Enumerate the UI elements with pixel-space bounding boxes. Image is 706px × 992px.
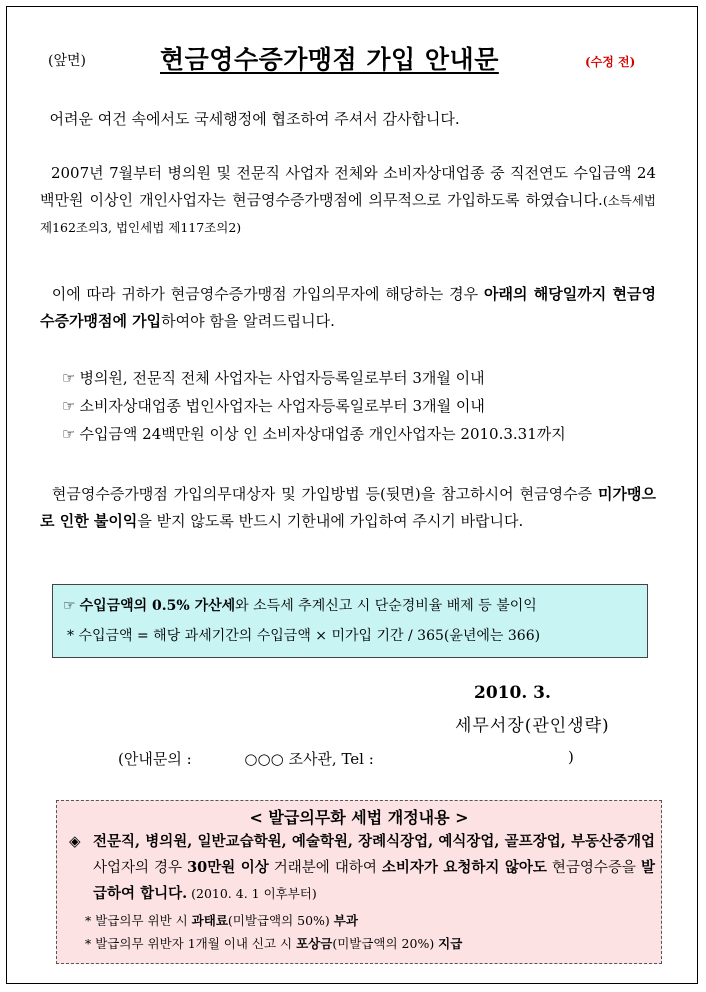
note-reward-keyword: 포상금 [296,936,333,951]
note-fine-rate: (미발급액의 50%) [227,913,334,928]
note-reward [85,932,462,955]
notice-business-types: 전문직, 병의원, 일반교습학원, 예술학원, 장례식장업, 예식장업, 골프장업, 부동산중개업 [93,833,655,850]
penalty-box [52,584,648,658]
inquiry-label: (안내문의 : [118,750,192,768]
document-title: 현금영수증가맹점 가입 안내문 [160,45,499,74]
deadline-emphasis: 아래의 해당일까지 현금영수증가맹점에 가입 [40,285,656,330]
diamond-bullet-icon: ◈ [69,832,81,850]
deadline-list [62,364,662,448]
list-item [62,420,662,448]
obligation-text: 2007년 7월부터 병의원 및 전문직 사업자 전체와 소비자상대업종 중 직전연도 수입금액 24백만원 이상인 개인사업자는 현금영수증가맹점에 의무적으로 가입하도록 하였습니다. [40,164,656,209]
notice-text-f: 현금영수증을 [546,860,641,876]
note-fine-action: 부과 [333,913,358,928]
reference-paragraph [40,481,656,535]
pointing-hand-icon: ☞ [62,425,76,443]
revision-tag: (수정 전) [585,55,636,69]
notice-notes [85,909,462,955]
notice-no-request: 소비자가 요청하지 않아도 [381,859,547,876]
reference-text-a: 현금영수증가맹점 가입의무대상자 및 가입방법 등(뒷면)을 참고하시어 현금영수증 [51,485,599,503]
pointing-hand-icon: ☞ [62,397,76,415]
greeting-paragraph [40,106,656,133]
inquiry-contact: ○○○ 조사관, Tel : [244,750,374,768]
greeting-text: 어려운 여건 속에서도 국세행정에 협조하여 주셔서 감사합니다. [49,110,460,128]
law-reference: (소득세법 제162조의3, 법인세법 제117조의2) [40,193,656,235]
list-item-text: 병의원, 전문직 전체 사업자는 사업자등록일로부터 3개월 이내 [79,369,485,387]
notice-text-b: 사업자의 경우 [93,860,188,876]
notice-must-issue: 발급하여 합니다. [93,859,655,902]
penalty-rate: 수입금액의 0.5% 가산세 [79,598,236,614]
notice-title: < 발급의무화 세법 개정내용 > [249,808,469,827]
deadline-text-a: 이에 따라 귀하가 현금영수증가맹점 가입의무자에 해당하는 경우 [51,285,484,303]
list-item-text: 소비자상대업종 법인사업자는 사업자등록일로부터 3개월 이내 [79,397,485,415]
note-reward-action: 지급 [438,936,463,951]
issuing-office: 세무서장(관인생략) [455,716,610,736]
inquiry-line [118,748,588,769]
notice-threshold: 30만원 이상 [187,859,269,876]
tax-law-notice-box [56,800,662,964]
notice-effective-date: (2010. 4. 1 이후부터) [187,886,317,901]
obligation-paragraph [40,160,656,241]
list-item [62,392,662,420]
note-fine [85,909,462,932]
reference-text-c: 을 받지 않도록 반드시 기한내에 가입하여 주시기 바랍니다. [137,512,524,530]
penalty-description: 와 소득세 추계신고 시 단순경비율 배제 등 불이익 [235,598,537,614]
issue-date: 2010. 3. [474,683,551,703]
note-reward-rate: (미발급액의 20%) [332,936,439,951]
notice-text-d: 거래분에 대하여 [268,860,382,876]
inquiry-close: ) [568,748,574,766]
list-item-text: 수입금액 24백만원 이상 인 소비자상대업종 개인사업자는 2010.3.31까지 [79,425,566,443]
penalty-line [63,591,637,621]
note-fine-text: * 발급의무 위반 시 [85,913,192,928]
penalty-formula: * 수입금액 = 해당 과세기간의 수입금액 × 미가입 기간 / 365(윤년에는 366) [67,628,541,644]
pointing-hand-icon: ☞ [62,369,76,387]
note-fine-keyword: 과태료 [191,913,228,928]
deadline-text-c: 하여야 함을 알려드립니다. [161,312,335,330]
note-reward-text: * 발급의무 위반자 1개월 이내 신고 시 [85,936,297,951]
deadline-paragraph [40,281,656,335]
pointing-hand-icon: ☞ [63,598,76,614]
notice-main [69,829,655,907]
penalty-emphasis: 미가맹으로 인한 불이익 [40,485,656,530]
list-item [62,364,662,392]
front-side-label: (앞면) [48,53,86,69]
